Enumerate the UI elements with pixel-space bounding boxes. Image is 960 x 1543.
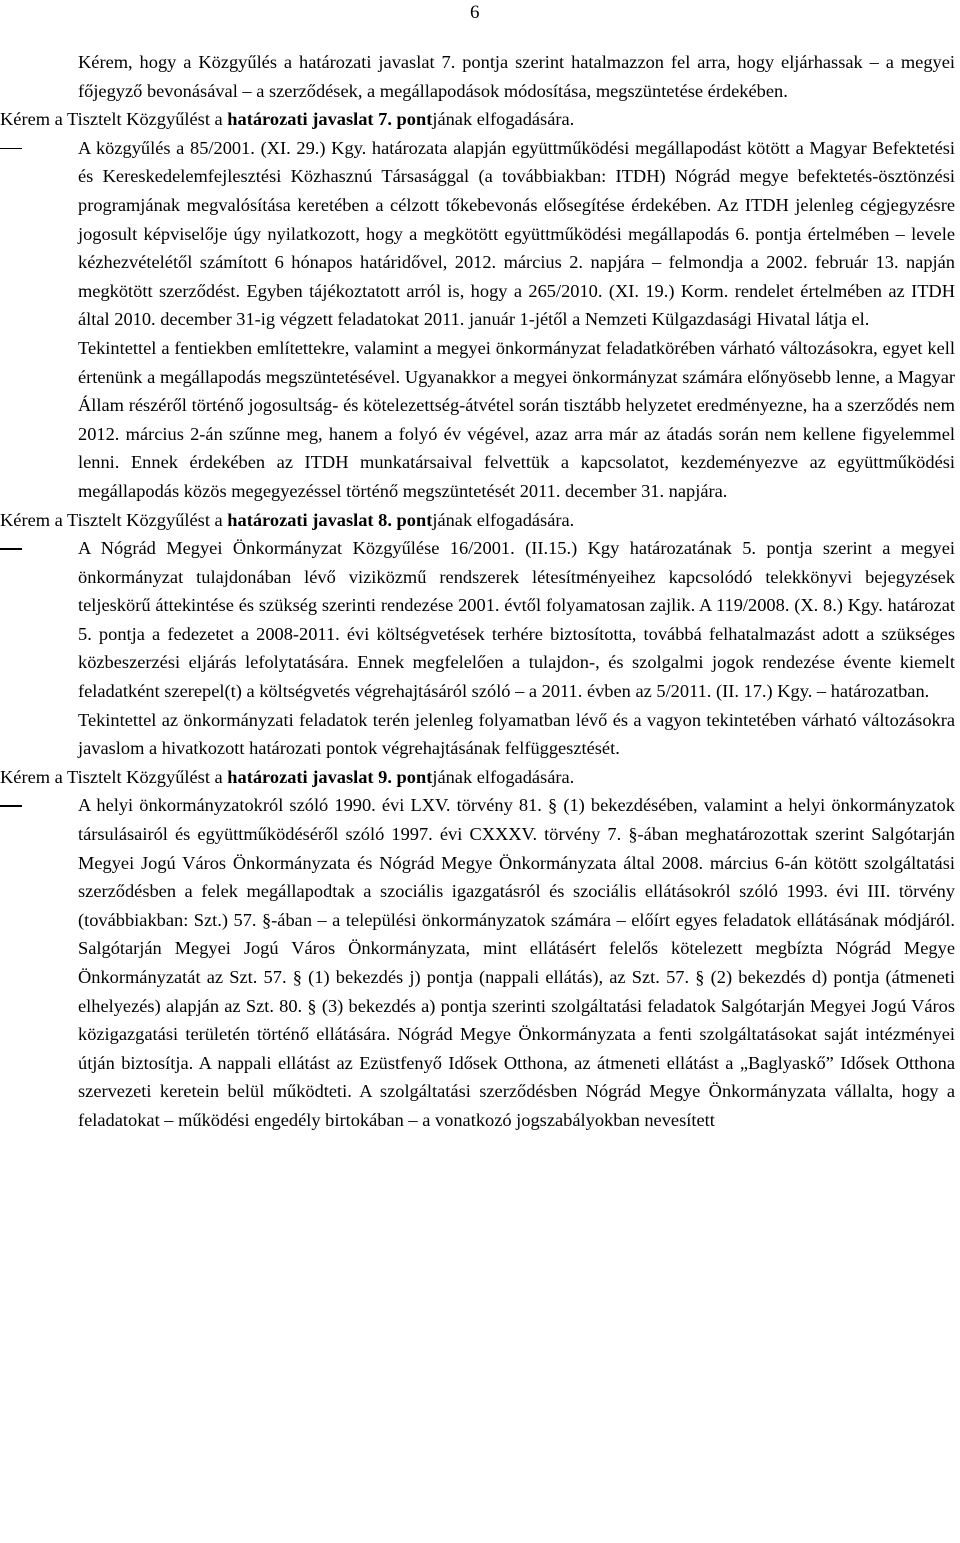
document-body [0, 48, 955, 1135]
request-bold: határozati javaslat 9. pont [227, 766, 433, 787]
request-point-7 [0, 105, 955, 134]
paragraph-request-point-7: Kérem, hogy a Közgyűlés a határozati javaslat 7. pontja szerint hatalmazzon fel arra, hogy eljárhassak – a megyei főjegyző bevonásával – a szerződések, a megállapodások módosítása, megszüntetése érdekében. [78, 52, 955, 101]
paragraph-itdh-consequence: Tekintettel a fentiekben említettekre, valamint a megyei önkormányzat feladatkörében várható változásokra, egyet kell értenünk a megállapodás megszüntetésével. Ugyanakkor a megyei önkormányzat számára előnyösebb lenne, a Magyar Állam részéről történő jogosultság- és kötelezettség-átvétel során tisztább helyzetet eredményezne, ha a szerződés nem 2012. március 2-án szűnne meg, hanem a folyó év végével, azaz arra már az átadás során nem kellene figyelemmel lenni. Ennek érdekében az ITDH munkatársaival felvettük a kapcsolatot, kezdeményezve az együttműködési megállapodás közös megegyezéssel történő megszüntetését 2011. december 31. napjára. [78, 337, 955, 501]
page-number: 6 [470, 2, 480, 23]
request-point-9 [0, 763, 955, 792]
request-text-end: jának elfogadására. [432, 509, 575, 530]
request-point-8 [0, 506, 955, 535]
request-text: Kérem a Tisztelt Közgyűlést a [0, 109, 228, 130]
dash-item-viziközmű [78, 534, 955, 706]
viziközmű-text: A Nógrád Megyei Önkormányzat Közgyűlése 16/2001. (II.15.) Kgy határozatának 5. pontja szerint a megyei önkormányzat tulajdonában lévő viziközmű rendszerek létesítményeihez kapcsolódó telekkönyvi bejegyzések teljeskörű áttekintése és szükség szerinti rendezése 2001. évtől folyamatosan zajlik. A 119/2008. (X. 8.) Kgy. határozat 5. pontja a fedezetet a 2008-2011. évi költségvetések terhére biztosította, továbbá felhatalmazást adott a szükséges közbeszerzési eljárás lefolytatására. Ennek megfelelően a tulajdon-, és szolgalmi jogok rendezése évente kiemelt feladatként szerepel(t) a költségvetés végrehajtásáról szóló – a 2011. évben az 5/2011. (II. 17.) Kgy. – határozatban. [78, 538, 955, 702]
request-text-end: jának elfogadására. [432, 766, 575, 787]
itdh-text: A közgyűlés a 85/2001. (XI. 29.) Kgy. határozata alapján együttműködési megállapodást kötött a Magyar Befektetési és Kereskedelemfejlesztési Közhasznú Társasággal (a továbbiakban: ITDH) Nógrád megye befektetés-ösztönzési programjának megvalósítása keretében a célzott tőkebevonás elősegítése érdekében. Az ITDH jelenleg cégjegyzésre jogosult képviselője úgy nyilatkozott, hogy a megkötött együttműködési megállapodás 6. pontja értelmében – levele kézhezvételétől számított 6 hónapos határidővel, 2012. március 2. napjára – felmondja a 2002. február 13. napján megkötött szerződést. Egyben tájékoztatott arról is, hogy a 265/2010. (XI. 19.) Korm. rendelet értelmében az ITDH által 2010. december 31-ig végzett feladatokat 2011. január 1-jétől a Nemzeti Külgazdasági Hivatal látja el. [78, 137, 955, 330]
szociális-text: A helyi önkormányzatokról szóló 1990. évi LXV. törvény 81. § (1) bekezdésében, valamint a helyi önkormányzatok társulásairól és együttműködéséről szóló 1997. évi CXXXV. törvény 7. §-ában meghatározottak szerint Salgótarján Megyei Jogú Város Önkormányzata és Nógrád Megye Önkormányzata által 2008. március 6-án kötött szolgáltatási szerződésben a felek megállapodtak a szociális igazgatásról és szociális ellátásokról szóló 1993. évi III. törvény (továbbiakban: Szt.) 57. §-ában – a települési önkormányzatok számára – előírt egyes feladatok ellátásának módjáról. Salgótarján Megyei Jogú Város Önkormányzata, mint ellátásért felelős kötelezett megbízta Nógrád Megye Önkormányzatát az Szt. 57. § (1) bekezdés j) pontja (nappali ellátás), az Szt. 57. § (2) bekezdés d) pontja (átmeneti elhelyezés) alapján az Szt. 80. § (3) bekezdés a) pontja szerinti szolgáltatási feladatok Salgótarján Megyei Jogú Város közigazgatási területén történő ellátására. Nógrád Megye Önkormányzata a fenti szolgáltatásokat saját intézményei útján biztosítja. A nappali ellátást az Ezüstfenyő Idősek Otthona, az átmeneti ellátást a „Baglyaskő” Idősek Otthona szervezeti keretein belül működteti. A szolgáltatási szerződésben Nógrád Megye Önkormányzata vállalta, hogy a feladatokat – működési engedély birtokában – a vonatkozó jogszabályokban nevesített [78, 795, 955, 1130]
request-bold: határozati javaslat 7. pont [227, 109, 433, 130]
request-bold: határozati javaslat 8. pont [227, 509, 433, 530]
request-text: Kérem a Tisztelt Közgyűlést a [0, 509, 228, 530]
dash-item-itdh [78, 134, 955, 334]
request-text-end: jának elfogadására. [432, 109, 575, 130]
dash-item-szociális [78, 791, 955, 1134]
request-text: Kérem a Tisztelt Közgyűlést a [0, 766, 228, 787]
paragraph-suspension: Tekintettel az önkormányzati feladatok terén jelenleg folyamatban lévő és a vagyon tekintetében várható változásokra javaslom a hivatkozott határozati pontok végrehajtásának felfüggesztését. [78, 709, 955, 759]
